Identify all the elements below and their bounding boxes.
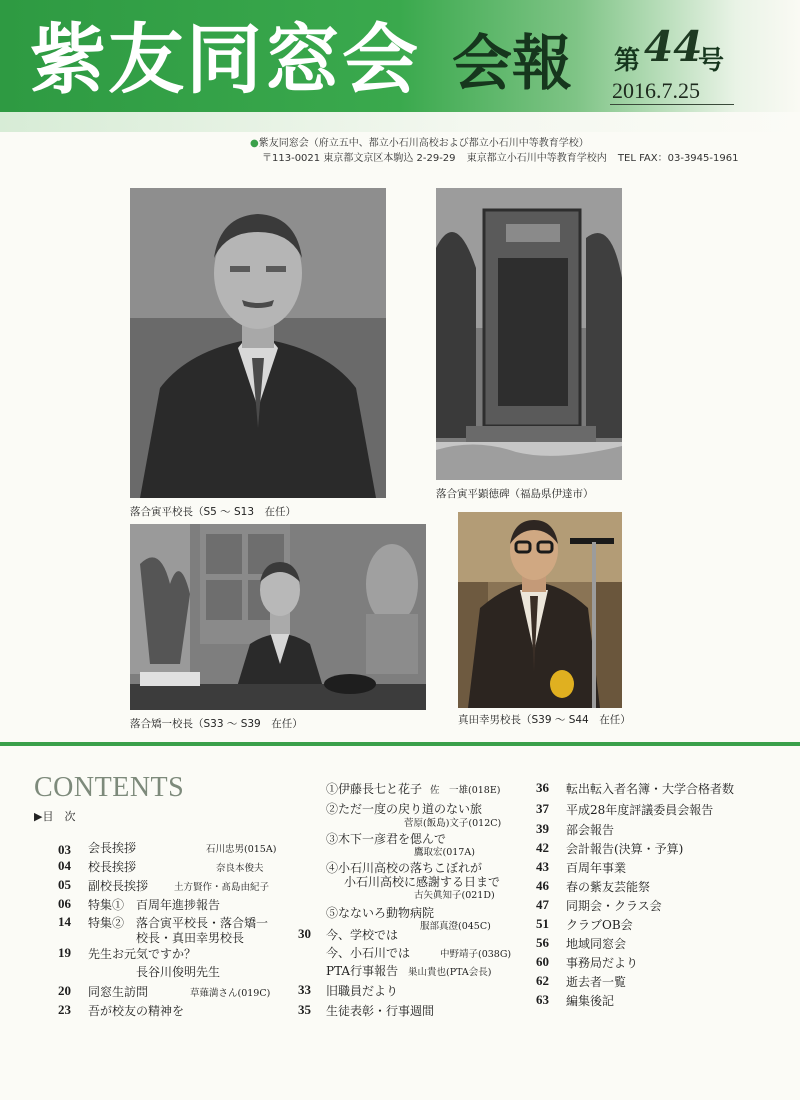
fax: TEL FAX：03-3945-1961 <box>617 153 739 164</box>
toc-title[interactable]: 会長挨拶 <box>88 841 137 855</box>
toc-title[interactable]: 転出転入者名簿・大学合格者数 <box>566 782 735 796</box>
page-number: 14 <box>58 914 71 929</box>
toc-title[interactable]: ④小石川高校の落ちこぼれが <box>326 861 483 875</box>
toc-title[interactable]: 生徒表彰・行事週間 <box>326 1004 435 1018</box>
toc-title[interactable]: 特集① 百周年進捗報告 <box>88 898 221 912</box>
page-number: 51 <box>536 916 549 931</box>
portrait-photo-ochiai-torahei <box>130 188 386 498</box>
toc-title[interactable]: 編集後記 <box>566 994 615 1008</box>
photo-caption: 落合寅平校長（S5 ～ S13 在任） <box>130 506 297 518</box>
masthead-title: 紫友同窓会 <box>30 15 420 104</box>
toc-title[interactable]: 百周年事業 <box>566 861 627 875</box>
issue-prefix: 第 <box>614 46 641 76</box>
page-number: 20 <box>58 983 71 998</box>
page-number: 03 <box>58 842 71 857</box>
toc-title[interactable]: 旧職員だより <box>326 984 399 998</box>
photo-caption: 落合寅平顕徳碑（福島県伊達市） <box>436 488 594 500</box>
toc-title[interactable]: 吾が校友の精神を <box>88 1004 185 1018</box>
page-number: 63 <box>536 992 549 1007</box>
toc-title[interactable]: 今、小石川では <box>326 946 411 960</box>
toc-author: 奈良本俊夫 <box>216 863 264 874</box>
contents-heading: CONTENTS <box>34 772 185 803</box>
toc-author: 石川忠男(015A) <box>206 844 277 855</box>
toc-title-cont: 小石川高校に感謝する日まで <box>344 875 501 889</box>
toc-title[interactable]: 副校長挨拶 <box>88 879 149 893</box>
page-number: 36 <box>536 780 549 795</box>
toc-title[interactable]: 同窓生訪問 <box>88 985 149 999</box>
organization-line: 紫友同窓会（府立五中、都立小石川高校および都立小石川中等教育学校） <box>258 138 589 149</box>
photo-caption: 真田幸男校長（S39 ～ S44 在任） <box>458 714 631 726</box>
toc-title[interactable]: ②ただ一度の戻り道のない旅 <box>326 802 483 816</box>
toc-author: 服部真澄(045C) <box>420 921 491 932</box>
page-number: 23 <box>58 1002 71 1017</box>
organization-name <box>250 134 589 149</box>
toc-author: 土方賢作・髙島由紀子 <box>174 882 270 893</box>
toc-title[interactable]: 校長挨拶 <box>88 860 137 874</box>
page-number: 05 <box>58 877 71 892</box>
issue-number: 44 <box>644 22 703 71</box>
page-number: 43 <box>536 859 549 874</box>
toc-author: 草薙満さん(019C) <box>190 988 271 999</box>
toc-title-cont: 長谷川俊明先生 <box>136 965 221 979</box>
toc-title[interactable]: ①伊藤長七と花子 <box>326 782 423 796</box>
toc-title[interactable]: 会計報告(決算・予算) <box>566 842 684 856</box>
toc-title[interactable]: ③木下一彦君を偲んで <box>326 832 447 846</box>
date-underline <box>610 104 734 105</box>
toc-title[interactable]: 特集② 落合寅平校長・落合矯一 <box>88 916 269 930</box>
page-number: 62 <box>536 973 549 988</box>
toc-author: 古矢眞知子(021D) <box>414 890 495 901</box>
issue-date: 2016.7.25 <box>612 78 700 103</box>
toc-title[interactable]: 平成28年度評議委員会報告 <box>566 803 714 817</box>
toc-title[interactable]: 今、学校では <box>326 928 399 942</box>
page-number: 60 <box>536 954 549 969</box>
page-number: 35 <box>298 1002 311 1017</box>
toc-title[interactable]: クラブOB会 <box>566 918 633 932</box>
toc-author: 菅原(飯島)文子(012C) <box>404 818 502 829</box>
toc-author: 佐 一雄(018E) <box>430 785 501 796</box>
toc-title[interactable]: 部会報告 <box>566 823 615 837</box>
monument-photo <box>436 188 622 480</box>
toc-title[interactable]: 春の紫友芸能祭 <box>566 880 651 894</box>
toc-title[interactable]: 事務局だより <box>566 956 639 970</box>
toc-author: 鷹取宏(017A) <box>414 847 475 858</box>
photo-caption: 落合矯一校長（S33 ～ S39 在任） <box>130 718 303 730</box>
page-number: 33 <box>298 982 311 997</box>
bullet-icon: ● <box>250 138 259 149</box>
toc-title[interactable]: 先生お元気ですか？ <box>88 947 197 961</box>
toc-author: 巣山貴也(PTA会長) <box>408 967 492 978</box>
toc-title[interactable]: 逝去者一覧 <box>566 975 627 989</box>
toc-title[interactable]: PTA行事報告 <box>326 964 399 978</box>
page-number: 06 <box>58 896 71 911</box>
page-number: 42 <box>536 840 549 855</box>
toc-title[interactable]: ⑤なないろ動物病院 <box>326 906 435 920</box>
page-number: 39 <box>536 821 549 836</box>
toc-title[interactable]: 地域同窓会 <box>566 937 627 951</box>
page-number: 46 <box>536 878 549 893</box>
address: 〒113-0021 東京都文京区本駒込 2-29-29 <box>262 153 456 164</box>
toc-author: 中野靖子(038G) <box>440 949 512 960</box>
organization-address <box>262 149 746 164</box>
speaker-photo-sanada-yukio <box>458 512 622 708</box>
masthead-subtitle: 会報 <box>452 29 572 99</box>
page-number: 37 <box>536 801 549 816</box>
page-number: 19 <box>58 945 71 960</box>
toc-title[interactable]: 同期会・クラス会 <box>566 899 662 913</box>
page-number: 56 <box>536 935 549 950</box>
toc-label: ▶目 次 <box>34 810 76 823</box>
issue-suffix: 号 <box>698 46 725 76</box>
desk-photo-ochiai-kyoichi <box>130 524 426 710</box>
section-divider <box>0 742 800 746</box>
toc-title-cont: 校長・真田幸男校長 <box>136 931 245 945</box>
toc-entry[interactable] <box>58 839 71 858</box>
page-number: 04 <box>58 858 71 873</box>
page-number: 30 <box>298 926 311 941</box>
location: 東京都立小石川中等教育学校内 <box>466 153 607 164</box>
page-number: 47 <box>536 897 549 912</box>
